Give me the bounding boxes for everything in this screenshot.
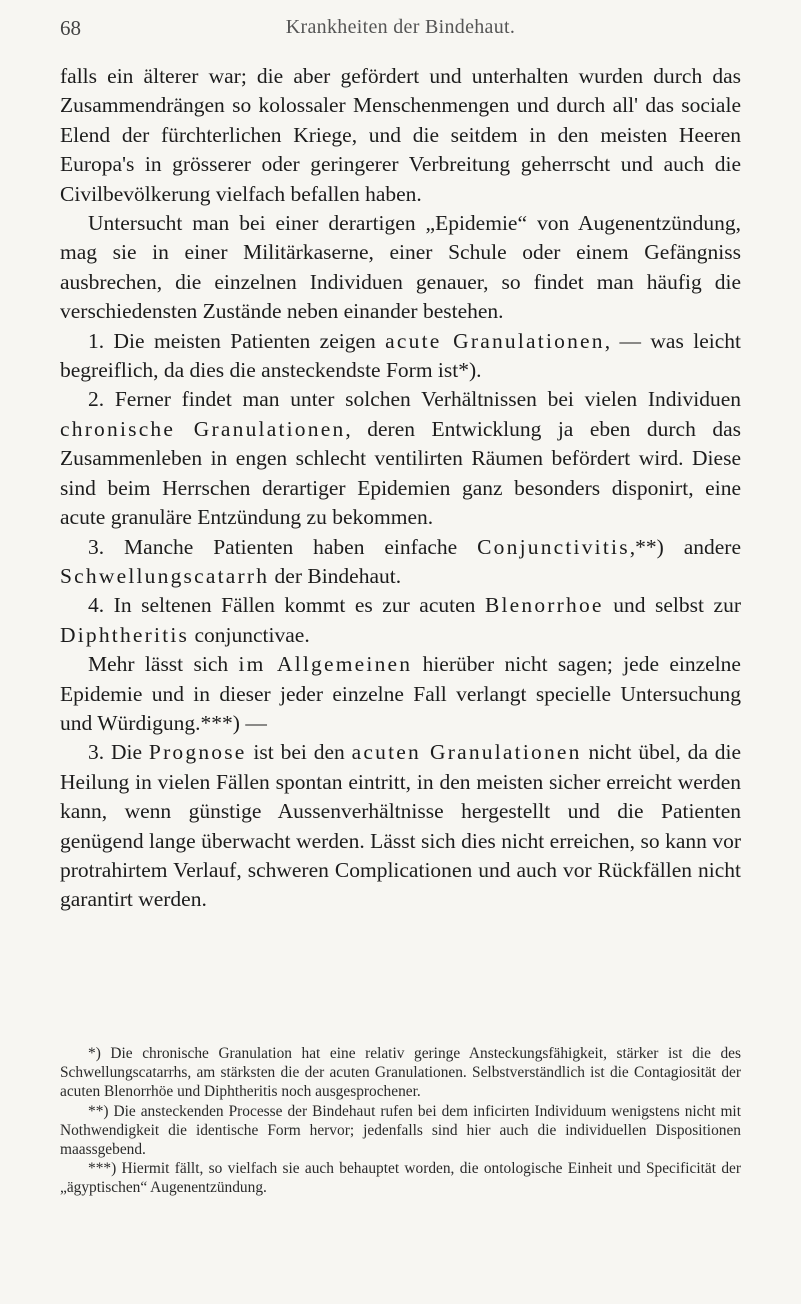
paragraph-continuation: falls ein älterer war; die aber gefördert und unterhalten wurden durch das Zusammendrängen so kolossaler Menschenmengen und durch all' das sociale Elend der fürchterlichen Kriege, und die seitdem in den meisten Heeren Europa's in grösserer oder geringerer Verbreitung geherrscht und auch die Civilbevölkerung vielfach befallen haben. [60,64,741,206]
text-run: nicht übel, da die Heilung in vielen Fällen spontan eintritt, in den meisten sicher erreicht werden kann, wenn günstige Aussenverhältnisse hergestellt und die Patienten genügend lange überwacht werden. Lässt sich dies nicht erreichen, so kann vor protrahirtem Verlauf, schweren Complicationen und auch vor Rückfällen nicht garantirt werden. [60,740,741,912]
paragraph-epidemie: Untersucht man bei einer derartigen „Epidemie“ von Augenentzündung, mag sie in einer Militärkaserne, einer Schule oder einem Gefängniss ausbrechen, die einzelnen Individuen genauer, so findet man häufig die verschiedensten Zustände neben einander bestehen. [60,211,741,324]
page-header [60,16,741,46]
footnotes [60,1044,741,1198]
body-text [60,62,741,915]
footnote-1: *) Die chronische Granulation hat eine relativ geringe Ansteckungsfähigkeit, stärker ist die des Schwellungscatarrhs, am stärksten die der acuten Granulationen. Selbstverständlich ist die Contagiosität der acuten Blenorrhöe und Diphtheritis noch ausgesprochener. [60,1045,741,1101]
emphasis-schwellungscatarrh: Schwellungscatarrh [60,563,270,588]
paragraph-point-2 [60,385,741,532]
emphasis-acuten-granulationen: acuten Granulationen [351,740,582,765]
text-run: hierüber nicht sagen; jede einzelne Epidemie und in dieser jeder einzelne Fall verlangt specielle Untersuchung und Würdigung.***) — [60,652,741,735]
paragraph-prognose [60,738,741,914]
footnote-3: ***) Hiermit fällt, so vielfach sie auch behauptet worden, die ontologische Einheit und Specificität der „ägyptischen“ Augenentzündung. [60,1160,741,1197]
emphasis-diphtheritis: Diphtheritis [60,622,190,647]
emphasis-acute-granulationen: acute Granulationen [385,328,605,353]
paragraph-allgemein [60,650,741,738]
text-run: 2. Ferner findet man unter solchen Verhältnissen bei vielen Individuen [88,387,741,412]
text-run: Mehr lässt sich [88,652,239,677]
emphasis-prognose: Prognose [148,740,247,765]
paragraph-point-4 [60,591,741,650]
running-head: Krankheiten der Bindehaut. [285,16,516,38]
emphasis-chronische-granulationen: chronische Granulationen [60,416,346,441]
text-run: , deren Entwicklung ja eben durch das Zusammenleben in engen schlecht ventilirten Räumen befördert wird. Diese sind beim Herrschen derartiger Epidemien ganz besonders disponirt, eine acute granuläre Entzündung zu bekommen. [60,416,741,530]
text-run: conjunctivae. [189,622,310,647]
paragraph-point-3 [60,533,741,592]
text-run: ist bei den [246,740,352,765]
emphasis-blenorrhoe: Blenorrhoe [484,593,604,618]
emphasis-im-allgemeinen: im Allgemeinen [238,652,413,677]
text-run: ,**) andere [629,534,742,559]
paragraph-point-1 [60,327,741,386]
text-run: 3. Manche Patienten haben einfache [88,534,478,559]
page-number: 68 [60,16,81,40]
text-run: 3. Die [88,740,149,765]
text-run: und selbst zur [603,593,741,618]
text-run: , — was leicht begreiflich, da dies die ansteckendste Form ist*). [60,328,741,383]
text-run: 4. In seltenen Fällen kommt es zur acuten [88,593,485,618]
emphasis-conjunctivitis: Conjunctivitis [477,534,630,559]
footnote-2: **) Die ansteckenden Processe der Bindehaut rufen bei dem inficirten Individuum wenigstens nicht mit Nothwendigkeit die identische Form hervor; jedenfalls sind hier auch die individuellen Dispositionen maassgebend. [60,1102,741,1159]
text-run: 1. Die meisten Patienten zeigen [88,328,386,353]
text-run: der Bindehaut. [269,563,402,588]
